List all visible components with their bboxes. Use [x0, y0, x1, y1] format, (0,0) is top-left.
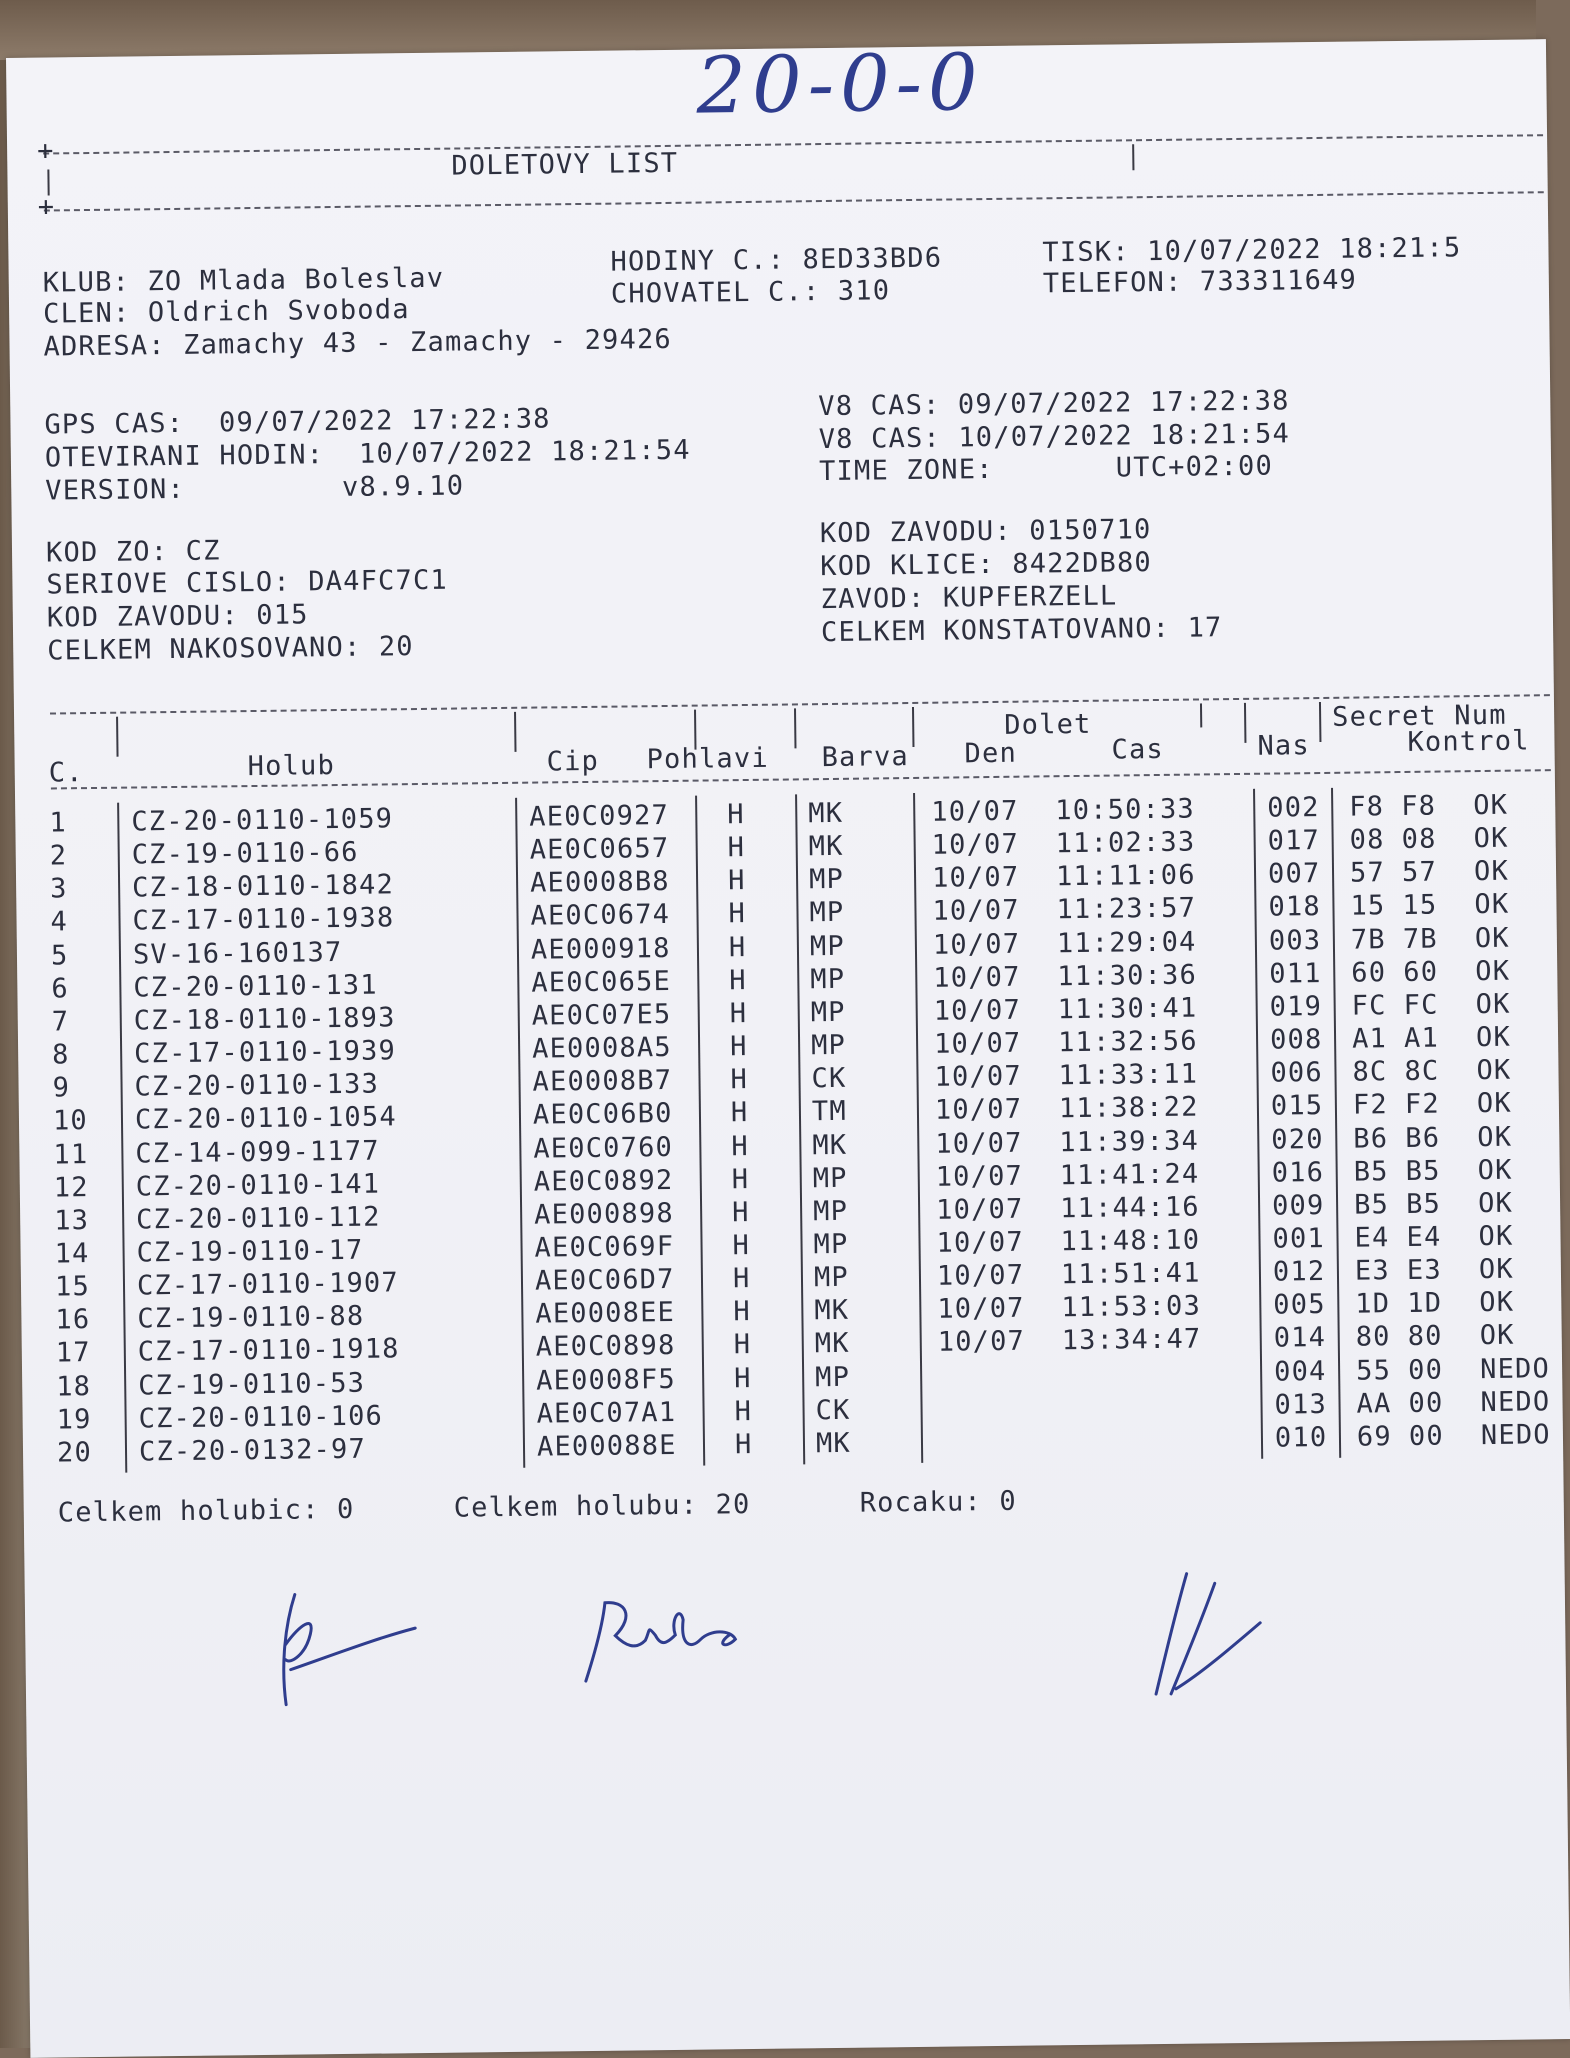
row-secret-1: E3 [1354, 1255, 1391, 1287]
row-den: 10/07 [931, 861, 1020, 895]
info-celkem-nakosovano: CELKEM NAKOSOVANO: 20 [47, 631, 414, 667]
info-zavod: ZAVOD: KUPFERZELL [820, 580, 1118, 616]
row-secret-2: A1 [1403, 1022, 1440, 1055]
row-pohlavi: H [732, 1263, 751, 1295]
info-kod-zo: KOD ZO: CZ [45, 535, 221, 569]
row-pohlavi: H [728, 931, 747, 963]
row-barva: MP [814, 1361, 851, 1393]
row-barva: MP [812, 1162, 848, 1194]
row-secret-1: 55 [1355, 1354, 1392, 1387]
row-kontrol: OK [1478, 1253, 1515, 1286]
info-chovatel: CHOVATEL C.: 310 [610, 275, 891, 310]
document-title: DOLETOVY LIST [451, 147, 679, 182]
row-holub: CZ-18-0110-1893 [133, 1002, 396, 1037]
row-secret-1: 7B [1350, 923, 1386, 956]
row-num: 16 [55, 1304, 91, 1336]
row-holub: CZ-20-0110-1054 [134, 1101, 398, 1136]
row-secret-1: B5 [1353, 1188, 1390, 1221]
pigeon-table [15, 789, 1563, 1508]
row-secret-2: E4 [1406, 1221, 1442, 1253]
row-den: 10/07 [934, 1094, 1023, 1127]
row-cip: AE0C065E [531, 965, 672, 999]
row-nas: 001 [1272, 1222, 1326, 1255]
row-pohlavi: H [733, 1296, 752, 1328]
row-cas: 11:33:11 [1058, 1058, 1199, 1092]
row-barva: MP [812, 1195, 849, 1228]
col-sep-barva [794, 708, 796, 748]
row-secret-2: 08 [1401, 823, 1437, 856]
row-den: 10/07 [932, 895, 1020, 928]
info-otevirani: OTEVIRANI HODIN: 10/07/2022 18:21:54 [44, 434, 691, 474]
row-pohlavi: H [730, 1097, 749, 1129]
info-time-zone: TIME ZONE: UTC+02:00 [818, 450, 1274, 488]
row-cip: AE0C0674 [530, 899, 671, 933]
row-cip: AE0008A5 [531, 1031, 672, 1065]
footer-holubu: Celkem holubu: 20 [453, 1489, 751, 1524]
row-nas: 010 [1274, 1421, 1328, 1454]
row-num: 7 [51, 1006, 70, 1038]
row-cip: AE0C07A1 [536, 1396, 677, 1430]
row-barva: CK [815, 1394, 851, 1426]
row-den: 10/07 [933, 961, 1021, 994]
row-cas: 11:48:10 [1060, 1224, 1201, 1258]
table-top-rule [50, 694, 1550, 714]
row-pohlavi: H [727, 832, 746, 864]
info-kod-zavodu-short: KOD ZAVODU: 015 [46, 599, 309, 634]
signature-1 [255, 1583, 437, 1715]
row-kontrol: OK [1478, 1220, 1514, 1253]
row-cas: 11:51:41 [1060, 1257, 1201, 1291]
row-cas: 11:38:22 [1058, 1091, 1199, 1125]
row-kontrol: OK [1474, 922, 1510, 954]
row-holub: SV-16-160137 [132, 936, 343, 971]
row-holub: CZ-19-0110-17 [136, 1234, 364, 1269]
row-num: 13 [54, 1204, 90, 1237]
row-holub: CZ-20-0110-1059 [131, 803, 394, 838]
row-secret-2: 15 [1402, 890, 1438, 922]
row-cip: AE0C07E5 [531, 998, 672, 1032]
row-barva: TM [811, 1096, 848, 1128]
info-v8-cas-2: V8 CAS: 10/07/2022 18:21:54 [818, 418, 1291, 456]
row-barva: MP [810, 963, 846, 995]
col-sep-dolet [912, 707, 914, 747]
row-den: 10/07 [935, 1193, 1024, 1226]
header-cip: Cip [546, 745, 600, 778]
row-cas: 11:23:57 [1056, 892, 1197, 926]
row-cas: 11:44:16 [1059, 1191, 1200, 1225]
row-num: 5 [50, 939, 69, 972]
row-pohlavi: H [733, 1329, 752, 1361]
row-kontrol: OK [1477, 1154, 1513, 1186]
row-secret-2: B5 [1405, 1188, 1442, 1220]
row-nas: 004 [1273, 1355, 1327, 1388]
info-clen: CLEN: Oldrich Svoboda [42, 294, 410, 330]
row-pohlavi: H [729, 964, 747, 996]
row-secret-2: 00 [1407, 1354, 1444, 1386]
info-kod-klice: KOD KLICE: 8422DB80 [820, 547, 1153, 583]
row-holub: CZ-17-0110-1939 [133, 1035, 397, 1070]
row-secret-1: 80 [1355, 1321, 1391, 1353]
header-holub: Holub [247, 750, 336, 783]
header-kontrol: Kontrol [1407, 725, 1530, 758]
row-den: 10/07 [936, 1259, 1025, 1292]
row-secret-1: AA [1356, 1387, 1392, 1420]
header-c: C. [48, 757, 84, 789]
row-barva: MK [812, 1129, 848, 1161]
row-barva: CK [811, 1062, 847, 1095]
row-den: 10/07 [936, 1226, 1025, 1259]
row-secret-1: B5 [1353, 1155, 1389, 1188]
footer-holubic: Celkem holubic: 0 [57, 1493, 355, 1529]
row-kontrol: OK [1473, 822, 1509, 855]
row-kontrol: OK [1475, 955, 1511, 987]
row-nas: 018 [1268, 891, 1322, 924]
row-cip: AE0C0898 [535, 1330, 676, 1364]
row-num: 20 [56, 1436, 93, 1469]
row-pohlavi: H [727, 799, 745, 831]
row-num: 6 [51, 973, 70, 1005]
row-cas: 11:32:56 [1057, 1025, 1198, 1059]
row-num: 10 [52, 1105, 89, 1137]
row-barva: MP [809, 897, 845, 929]
row-secret-2: B5 [1405, 1155, 1441, 1187]
row-nas: 016 [1271, 1156, 1325, 1189]
row-secret-2: B6 [1405, 1122, 1441, 1154]
row-cas: 11:53:03 [1061, 1290, 1202, 1324]
row-pohlavi: H [731, 1163, 750, 1195]
row-barva: MP [813, 1261, 850, 1294]
row-secret-2: 57 [1401, 856, 1438, 889]
row-cip: AE0008EE [535, 1297, 676, 1330]
row-secret-2: 7B [1402, 923, 1438, 955]
row-den: 10/07 [932, 928, 1021, 961]
row-secret-2: FC [1403, 989, 1439, 1021]
row-nas: 014 [1273, 1322, 1327, 1354]
row-nas: 007 [1267, 858, 1321, 890]
row-secret-1: A1 [1351, 1023, 1388, 1055]
row-barva: MK [814, 1295, 850, 1327]
row-secret-2: F8 [1401, 790, 1437, 823]
row-kontrol: OK [1476, 1088, 1512, 1120]
row-holub: CZ-20-0110-112 [136, 1201, 381, 1236]
row-num: 17 [55, 1337, 91, 1369]
row-cas: 11:02:33 [1055, 826, 1196, 860]
row-cip: AE0C06B0 [532, 1098, 673, 1131]
row-nas: 002 [1267, 792, 1320, 824]
row-holub: CZ-20-0110-141 [135, 1168, 381, 1203]
info-klub: KLUB: ZO Mlada Boleslav [42, 262, 445, 299]
document-page [6, 39, 1570, 2058]
row-den: 10/07 [931, 795, 1019, 828]
row-pohlavi: H [730, 1064, 749, 1096]
row-cas: 11:30:36 [1057, 959, 1198, 992]
title-top-rule [43, 134, 1543, 154]
row-holub: CZ-19-0110-53 [138, 1367, 366, 1402]
col-sep-dolet-end [1200, 703, 1202, 727]
row-kontrol: OK [1476, 1054, 1512, 1087]
row-holub: CZ-19-0110-66 [131, 836, 359, 871]
row-secret-2: 00 [1408, 1420, 1445, 1452]
row-secret-2: E3 [1406, 1254, 1443, 1287]
row-barva: MP [809, 930, 846, 962]
row-secret-1: 1D [1355, 1288, 1391, 1320]
title-right-bar [1132, 144, 1134, 170]
row-den: 10/07 [931, 828, 1020, 861]
row-kontrol: NEDO [1480, 1385, 1551, 1418]
row-pohlavi: H [728, 898, 747, 930]
row-den: 10/07 [935, 1127, 1023, 1160]
row-num: 8 [51, 1039, 70, 1071]
row-kontrol: OK [1475, 1021, 1512, 1054]
row-holub: CZ-20-0110-106 [138, 1400, 384, 1435]
header-barva: Barva [821, 741, 910, 774]
info-tisk: TISK: 10/07/2022 18:21:5 [1042, 232, 1462, 269]
row-pohlavi: H [733, 1362, 752, 1394]
row-nas: 015 [1270, 1090, 1324, 1122]
row-pohlavi: H [731, 1130, 750, 1162]
row-barva: MP [813, 1228, 849, 1261]
row-num: 19 [56, 1403, 92, 1436]
row-kontrol: OK [1473, 855, 1510, 888]
row-den: 10/07 [935, 1160, 1024, 1193]
info-kod-zavodu-long: KOD ZAVODU: 0150710 [819, 514, 1152, 550]
row-cip: AE0C06D7 [534, 1264, 675, 1297]
row-kontrol: NEDO [1480, 1419, 1551, 1451]
header-pohlavi: Pohlavi [646, 742, 770, 776]
title-plus-left: + [36, 135, 55, 167]
row-num: 3 [49, 873, 68, 905]
row-barva: MK [815, 1427, 852, 1460]
row-secret-1: E4 [1354, 1222, 1390, 1254]
info-seriove-cislo: SERIOVE CISLO: DA4FC7C1 [46, 564, 449, 601]
row-secret-2: 60 [1403, 956, 1439, 988]
row-num: 9 [52, 1072, 71, 1104]
row-den: 10/07 [934, 1060, 1022, 1093]
header-nas: Nas [1257, 730, 1311, 762]
row-cip: AE0008F5 [536, 1363, 677, 1397]
row-den: 10/07 [937, 1292, 1025, 1325]
row-barva: MK [808, 797, 844, 830]
info-version: VERSION: v8.9.10 [45, 470, 465, 507]
row-cip: AE0C0892 [533, 1164, 674, 1198]
info-v8-cas-1: V8 CAS: 09/07/2022 17:22:38 [818, 385, 1290, 423]
row-secret-2: 80 [1407, 1320, 1443, 1353]
row-cip: AE00088E [536, 1429, 677, 1463]
row-pohlavi: H [734, 1395, 753, 1427]
row-secret-1: 69 [1356, 1421, 1393, 1453]
row-nas: 008 [1269, 1024, 1323, 1056]
handwritten-header: 20-0-0 [695, 38, 985, 132]
row-barva: MP [808, 864, 845, 896]
title-plus-bottom: + [37, 191, 56, 223]
row-nas: 011 [1269, 957, 1322, 990]
row-pohlavi: H [734, 1428, 753, 1461]
row-kontrol: OK [1477, 1187, 1514, 1219]
row-cas: 11:41:24 [1059, 1158, 1200, 1191]
row-holub: CZ-19-0110-88 [137, 1300, 365, 1335]
row-nas: 020 [1271, 1123, 1324, 1156]
row-secret-2: 00 [1408, 1387, 1444, 1419]
row-barva: MP [810, 996, 846, 1029]
row-holub: CZ-17-0110-1918 [137, 1333, 400, 1368]
info-adresa: ADRESA: Zamachy 43 - Zamachy - 29426 [43, 323, 673, 363]
row-cip: AE0C0760 [533, 1131, 674, 1165]
row-cas: 13:34:47 [1061, 1323, 1202, 1357]
row-num: 2 [49, 840, 68, 872]
row-num: 18 [56, 1370, 92, 1403]
row-num: 12 [53, 1171, 89, 1204]
row-secret-1: F2 [1352, 1089, 1389, 1121]
row-secret-1: F8 [1349, 791, 1385, 823]
row-num: 11 [53, 1138, 89, 1171]
info-hodiny: HODINY C.: 8ED33BD6 [610, 242, 943, 278]
row-cip: AE0008B7 [532, 1065, 673, 1098]
row-cas: 11:39:34 [1059, 1125, 1200, 1158]
row-cas: 11:11:06 [1055, 859, 1196, 893]
signature-3 [1114, 1563, 1276, 1715]
row-secret-1: 08 [1349, 824, 1385, 856]
row-num: 15 [54, 1271, 91, 1303]
row-kontrol: OK [1479, 1320, 1515, 1352]
row-barva: MK [808, 830, 844, 863]
row-nas: 019 [1269, 990, 1323, 1023]
row-secret-1: FC [1351, 990, 1387, 1022]
row-cip: AE0008B8 [529, 866, 670, 899]
info-telefon: TELEFON: 733311649 [1042, 264, 1358, 300]
row-kontrol: OK [1473, 789, 1509, 822]
col-sep-cip [514, 712, 516, 752]
row-nas: 006 [1270, 1057, 1324, 1089]
row-nas: 012 [1272, 1256, 1326, 1288]
row-num: 1 [49, 807, 68, 839]
signature-2 [565, 1589, 766, 1701]
row-pohlavi: H [729, 997, 748, 1030]
row-holub: CZ-17-0110-1907 [136, 1267, 400, 1302]
row-holub: CZ-20-0110-133 [134, 1068, 380, 1103]
row-cip: AE0C0657 [529, 833, 670, 866]
info-celkem-konstatovano: CELKEM KONSTATOVANO: 17 [820, 612, 1223, 649]
row-cas: 11:29:04 [1056, 926, 1197, 959]
header-secret-num: Secret Num [1331, 699, 1507, 733]
row-pohlavi: H [729, 1031, 748, 1063]
row-pohlavi: H [732, 1229, 751, 1262]
row-pohlavi: H [727, 865, 746, 897]
row-kontrol: OK [1477, 1121, 1513, 1153]
row-secret-1: 15 [1350, 890, 1386, 923]
row-kontrol: OK [1474, 889, 1510, 921]
col-sep-secret [1319, 702, 1321, 742]
row-kontrol: OK [1479, 1286, 1515, 1319]
row-pohlavi: H [731, 1196, 750, 1229]
row-num: 14 [54, 1238, 90, 1270]
row-barva: MK [814, 1328, 850, 1360]
row-cip: AE0C069F [534, 1230, 675, 1264]
row-holub: CZ-20-0132-97 [138, 1433, 367, 1468]
row-secret-2: 8C [1404, 1055, 1440, 1088]
row-nas: 009 [1271, 1189, 1325, 1222]
row-holub: CZ-20-0110-131 [133, 969, 378, 1004]
row-den: 10/07 [937, 1326, 1026, 1359]
row-secret-2: F2 [1404, 1088, 1441, 1121]
header-cas: Cas [1111, 733, 1165, 766]
footer-rocaku: Rocaku: 0 [859, 1485, 1018, 1519]
row-holub: CZ-14-099-1177 [135, 1135, 380, 1169]
row-secret-1: 8C [1352, 1056, 1388, 1088]
row-secret-2: 1D [1407, 1287, 1443, 1320]
row-secret-1: 60 [1351, 956, 1387, 989]
row-secret-1: 57 [1349, 857, 1386, 889]
row-nas: 003 [1268, 924, 1322, 957]
row-barva: MP [810, 1029, 847, 1062]
header-den: Den [964, 737, 1018, 770]
row-cip: AE000898 [533, 1197, 675, 1231]
info-gps-cas: GPS CAS: 09/07/2022 17:22:38 [44, 403, 551, 441]
title-bottom-rule [44, 191, 1544, 211]
row-holub: CZ-18-0110-1842 [131, 869, 395, 904]
row-cas: 11:30:41 [1057, 992, 1198, 1026]
row-cip: AE000918 [530, 932, 671, 966]
row-nas: 005 [1273, 1289, 1326, 1321]
row-nas: 013 [1274, 1388, 1328, 1421]
row-nas: 017 [1267, 825, 1321, 857]
header-dolet: Dolet [1004, 708, 1092, 741]
row-den: 10/07 [933, 994, 1022, 1027]
col-sep-nas [1244, 703, 1246, 743]
row-secret-1: B6 [1353, 1122, 1389, 1155]
row-kontrol: NEDO [1479, 1352, 1551, 1385]
row-cas: 10:50:33 [1055, 793, 1196, 827]
row-holub: CZ-17-0110-1938 [132, 902, 395, 937]
row-den: 10/07 [933, 1027, 1022, 1060]
row-kontrol: OK [1475, 988, 1511, 1021]
col-sep-holub [116, 717, 118, 757]
row-num: 4 [50, 906, 69, 938]
row-cip: AE0C0927 [529, 799, 670, 833]
